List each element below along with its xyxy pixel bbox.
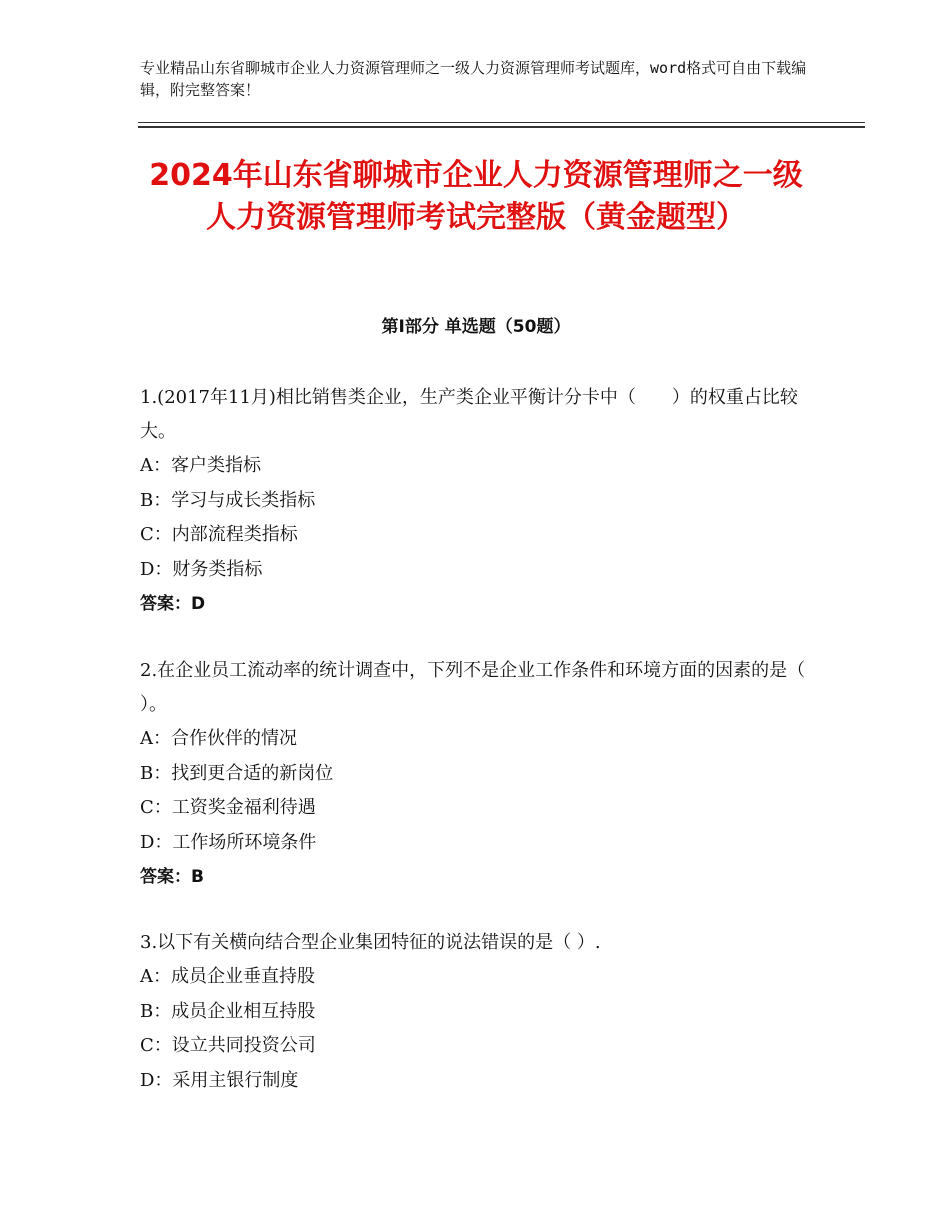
question-1 — [140, 381, 830, 621]
option-d: D：采用主银行制度 — [140, 1069, 299, 1091]
option-a: A：合作伙伴的情况 — [140, 728, 297, 749]
document-title: 2024年山东省聊城市企业人力资源管理师之一级人力资源管理师考试完整版（黄金题型） — [149, 158, 803, 235]
answer: 答案：B — [140, 867, 204, 887]
question-stem: 1.(2017年11月)相比销售类企业，生产类企业平衡计分卡中（ ）的权重占比较大。 — [140, 387, 798, 442]
option-a: A：成员企业垂直持股 — [140, 966, 315, 987]
answer: 答案：D — [140, 594, 206, 614]
section-heading: 第Ⅰ部分 单选题（50题） — [381, 317, 571, 337]
question-stem: 2.在企业员工流动率的统计调查中，下列不是企业工作条件和环境方面的因素的是（ ）。 — [140, 660, 806, 715]
option-a: A：客户类指标 — [140, 455, 261, 476]
question-stem: 3.以下有关横向结合型企业集团特征的说法错误的是（ ）. — [140, 932, 601, 953]
question-2 — [140, 654, 830, 894]
header-rule-thin — [138, 122, 865, 123]
option-c: C：工资奖金福利待遇 — [140, 797, 316, 818]
header-note: 专业精品山东省聊城市企业人力资源管理师之一级人力资源管理师考试题库，word格式可自由下载编辑，附完整答案！ — [140, 59, 807, 99]
option-b: B：成员企业相互持股 — [140, 1000, 316, 1022]
option-b: B：学习与成长类指标 — [140, 489, 316, 511]
option-d: D：工作场所环境条件 — [140, 831, 317, 853]
option-c: C：设立共同投资公司 — [140, 1035, 316, 1056]
option-d: D：财务类指标 — [140, 558, 263, 580]
header-rule-thick — [138, 126, 865, 128]
option-c: C：内部流程类指标 — [140, 524, 298, 545]
option-b: B：找到更合适的新岗位 — [140, 762, 334, 784]
question-3 — [140, 926, 830, 1098]
